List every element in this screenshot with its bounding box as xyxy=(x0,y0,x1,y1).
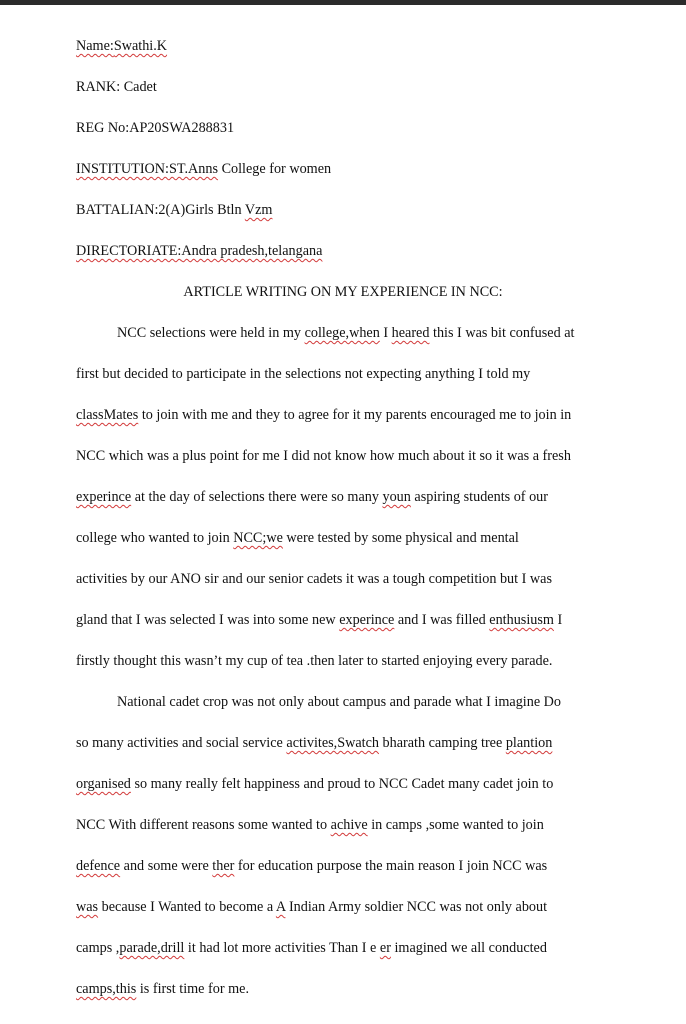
battalion-line xyxy=(76,201,636,219)
directorate-label: DIRECTORIATE: xyxy=(76,243,182,259)
article-title: ARTICLE WRITING ON MY EXPERIENCE IN NCC: xyxy=(183,284,503,300)
body-line: college who wanted to join NCC;we were tested by some physical and mental xyxy=(76,530,519,546)
name-value: Swathi.K xyxy=(113,38,168,54)
body-line: activities by our ANO sir and our senior cadets it was a tough competition but I was xyxy=(76,571,552,587)
body-line: first but decided to participate in the selections not expecting anything I told my xyxy=(76,366,531,382)
body-line: NCC selections were held in my college,when I heared this I was bit confused at xyxy=(117,325,575,341)
reg-line xyxy=(76,119,636,137)
institution-label: INSTITUTION:ST. xyxy=(76,161,189,177)
body-line: National cadet crop was not only about campus and parade what I imagine Do xyxy=(117,694,562,710)
body-line: defence and some were ther for education purpose the main reason I join NCC was xyxy=(76,858,548,874)
body-line: gland that I was selected I was into some new experince and I was filled enthusiusm I xyxy=(76,612,563,628)
directorate-value: Andra pradesh,telangana xyxy=(181,243,323,259)
body-line: NCC which was a plus point for me I did not know how much about it so it was a fresh xyxy=(76,448,571,464)
battalion-vzm: Vzm xyxy=(244,202,273,218)
reg-value: AP20SWA288831 xyxy=(129,120,235,136)
battalion-text: BATTALIAN:2(A)Girls Btln xyxy=(76,202,245,218)
body-line: was because I Wanted to become a A Indian Army soldier NCC was not only about xyxy=(76,899,548,915)
name-label: Name: xyxy=(76,38,114,54)
body-line: so many activities and social service activites,Swatch bharath camping tree plantion xyxy=(76,735,553,751)
body-line: experince at the day of selections there were so many youn aspiring students of our xyxy=(76,489,548,505)
institution-anns: Anns xyxy=(188,161,219,177)
institution-rest: College for women xyxy=(218,161,332,177)
rank-line: RANK: Cadet xyxy=(76,79,157,95)
body-line: firstly thought this wasn’t my cup of tea .then later to started enjoying every parade. xyxy=(76,653,553,669)
directorate-line xyxy=(76,242,636,260)
body-line: classMates to join with me and they to agree for it my parents encouraged me to join in xyxy=(76,407,572,423)
institution-line xyxy=(76,160,636,178)
reg-prefix: REG No: xyxy=(76,120,130,136)
body-line: organised so many really felt happiness and proud to NCC Cadet many cadet join to xyxy=(76,776,554,792)
name-line xyxy=(76,37,636,55)
body-line: camps ,parade,drill it had lot more activities Than I e er imagined we all conducted xyxy=(76,940,547,956)
body-line: NCC With different reasons some wanted to achive in camps ,some wanted to join xyxy=(76,817,544,833)
body-line: camps,this is first time for me. xyxy=(76,981,249,997)
